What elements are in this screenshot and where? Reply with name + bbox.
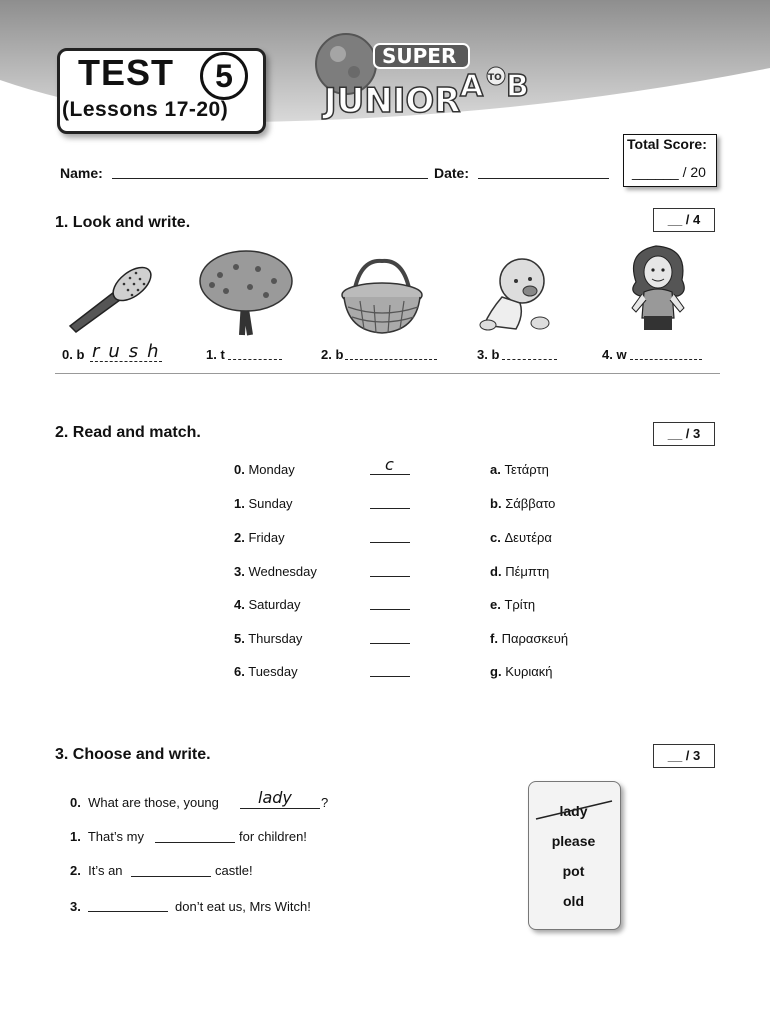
match-blank-2[interactable] [370, 542, 410, 543]
baby-icon [476, 253, 551, 333]
witch-icon [622, 242, 694, 334]
strike-through-line [534, 798, 614, 822]
look-item-2: 2. b [321, 347, 344, 362]
look-item-prefix: 0. b [62, 347, 85, 362]
section1-title: 1. Look and write. [55, 214, 191, 231]
sentence-3: 3. [70, 899, 81, 914]
section2-points[interactable]: __ / 3 [653, 422, 715, 446]
section-divider [55, 373, 720, 374]
look-item-4: 4. w [602, 347, 627, 362]
lessons-range: (Lessons 17-20) [62, 98, 229, 121]
svg-text:TO: TO [488, 73, 502, 83]
match-left-6: 6. Tuesday [234, 664, 298, 679]
word-bank-item-used: lady [559, 803, 588, 819]
date-field[interactable] [478, 178, 609, 179]
match-left-1: 1. Sunday [234, 496, 293, 511]
word-bank-item: pot [562, 863, 585, 879]
section1-points[interactable]: __ / 4 [653, 208, 715, 232]
match-right-f: f. Παρασκευή [490, 631, 569, 646]
match-left-2: 2. Friday [234, 530, 285, 545]
sentence-2: 2. It’s an [70, 863, 123, 878]
match-right-g: g. Κυριακή [490, 664, 553, 679]
tree-icon [196, 249, 296, 339]
look-item-1: 1. t [206, 347, 225, 362]
look-answer-3[interactable] [502, 359, 557, 360]
look-answer-2[interactable] [345, 359, 437, 360]
sentence-0-blank[interactable] [240, 808, 320, 809]
look-item-0 [62, 347, 84, 362]
sentence-0-answer: lady [258, 788, 292, 807]
match-blank-6[interactable] [370, 676, 410, 677]
match-blank-4[interactable] [370, 609, 410, 610]
look-answer-0[interactable]: rush [92, 341, 168, 362]
sentence-1: 1. That’s my [70, 829, 144, 844]
look-answer-4[interactable] [630, 359, 702, 360]
match-right-b: b. Σάββατο [490, 496, 556, 511]
look-item-3: 3. b [477, 347, 500, 362]
sentence-2-blank[interactable] [131, 876, 211, 877]
svg-text:B: B [506, 69, 529, 104]
match-left-5: 5. Thursday [234, 631, 303, 646]
super-junior-logo [312, 30, 542, 130]
word-bank-item: please [551, 833, 596, 849]
hairbrush-icon [64, 262, 159, 334]
sentence-3-end: don’t eat us, Mrs Witch! [175, 899, 311, 914]
match-right-d: d. Πέμπτη [490, 564, 550, 579]
basket-icon [340, 257, 425, 337]
match-left-0: 0. Monday [234, 462, 295, 477]
svg-text:SUPER: SUPER [382, 44, 457, 68]
match-right-c: c. Δευτέρα [490, 530, 552, 545]
sentence-2-end: castle! [215, 863, 253, 878]
match-answer-0: c [385, 455, 394, 474]
name-field[interactable] [112, 178, 428, 179]
word-bank-item: old [563, 893, 584, 909]
section2-title: 2. Read and match. [55, 424, 201, 441]
section3-title: 3. Choose and write. [55, 746, 211, 763]
name-label: Name: [60, 165, 103, 181]
match-blank-1[interactable] [370, 508, 410, 509]
match-blank-0[interactable] [370, 474, 410, 475]
test-number-badge: 5 [200, 52, 248, 100]
match-right-e: e. Τρίτη [490, 597, 536, 612]
match-right-a: a. Τετάρτη [490, 462, 549, 477]
sentence-3-blank[interactable] [88, 911, 168, 912]
sentence-0: 0. What are those, young [70, 795, 219, 810]
total-score-label: Total Score: [627, 136, 707, 152]
total-score-value[interactable]: ______ / 20 [632, 164, 706, 180]
test-title: TEST [78, 52, 175, 93]
date-label: Date: [434, 165, 470, 181]
section3-points[interactable]: __ / 3 [653, 744, 715, 768]
sentence-0-end: ? [321, 795, 329, 810]
match-left-3: 3. Wednesday [234, 564, 317, 579]
match-blank-3[interactable] [370, 576, 410, 577]
look-answer-1[interactable] [228, 359, 282, 360]
sentence-1-blank[interactable] [155, 842, 235, 843]
sentence-1-end: for children! [239, 829, 307, 844]
match-left-4: 4. Saturday [234, 597, 301, 612]
svg-text:A: A [460, 69, 484, 104]
match-blank-5[interactable] [370, 643, 410, 644]
svg-text:JUNIOR: JUNIOR [324, 81, 461, 121]
